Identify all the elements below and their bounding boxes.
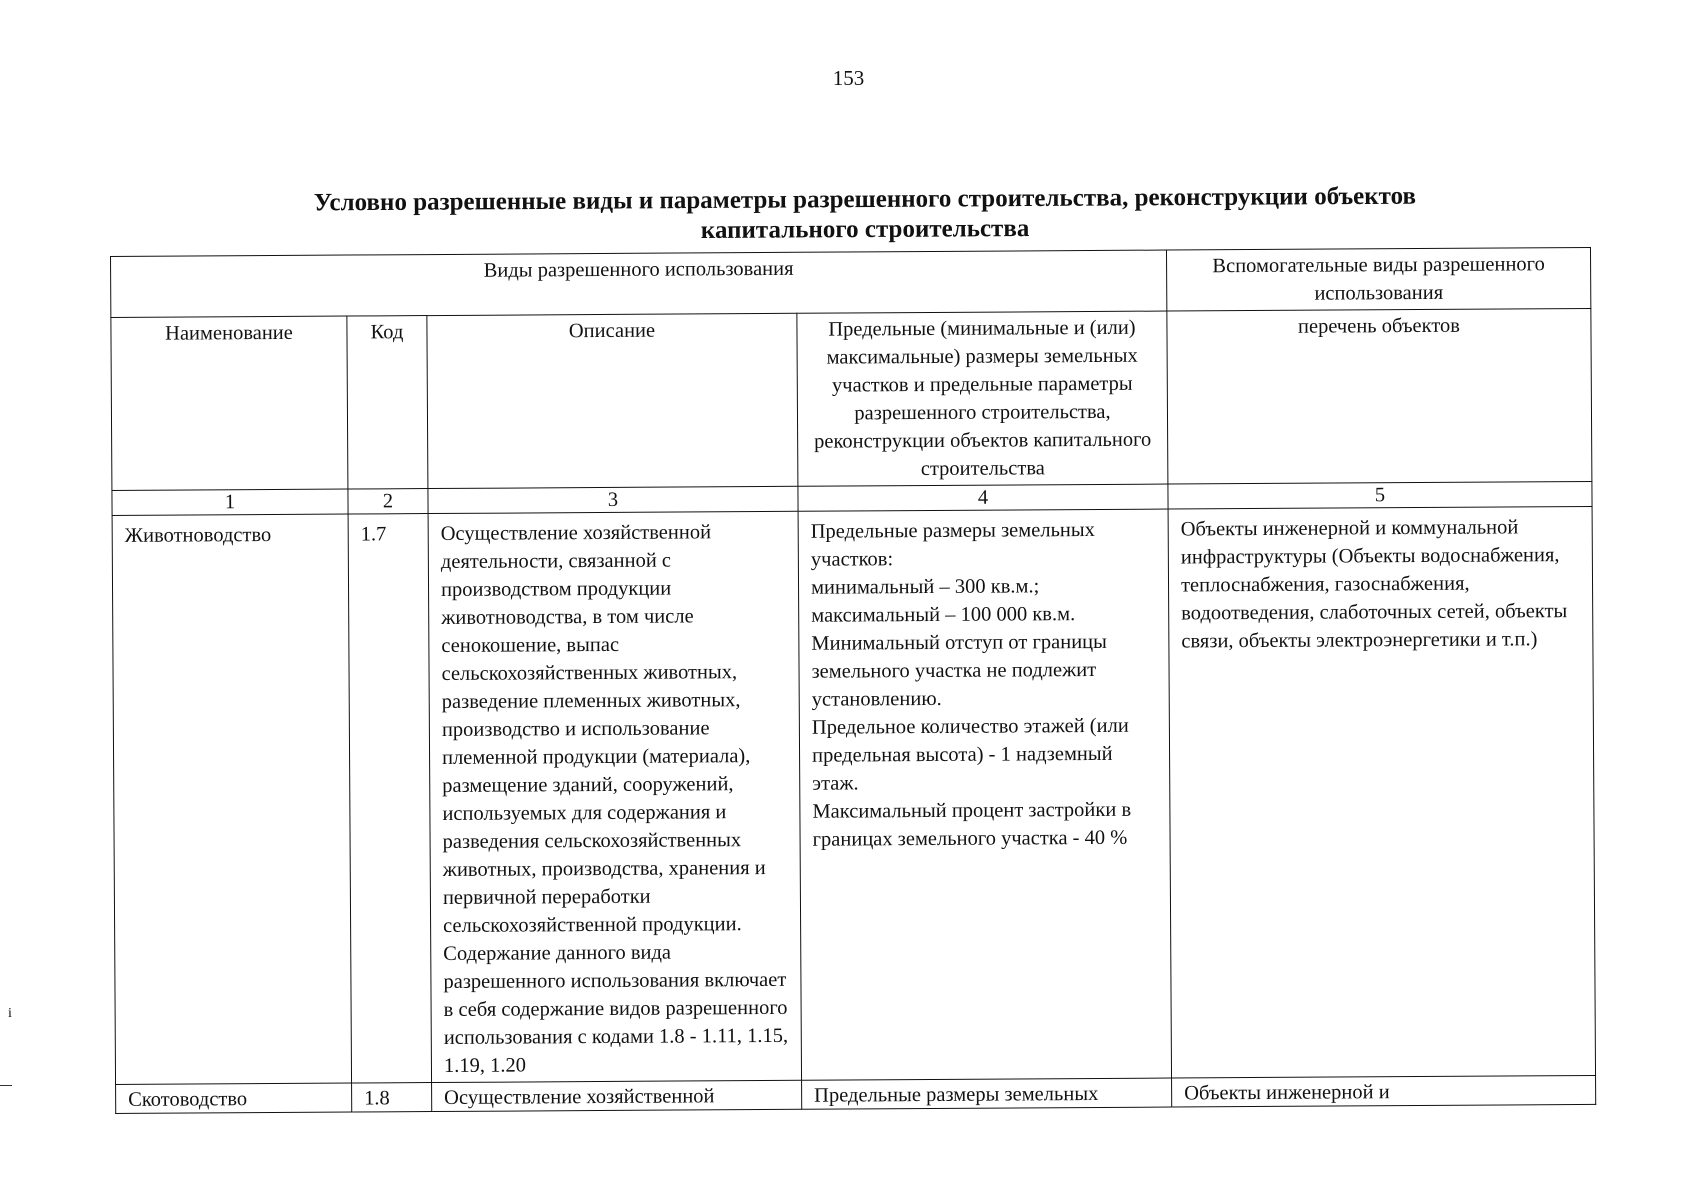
title-line-2: капитального строительства	[700, 214, 1030, 245]
title-line-1: Условно разрешенные виды и параметры разрешенного строительства, реконструкции объектов	[313, 182, 1417, 217]
group-header-row	[111, 247, 1591, 317]
regulations-table-wrapper	[110, 247, 1595, 1114]
cell-objects: Объекты инженерной и коммунальной инфраструктуры (Объекты водоснабжения, теплоснабжения, газоснабжения, водоотведения, слаботочных сетей, объекты связи, объекты электроэнергетики и т.п.)	[1168, 506, 1595, 1078]
table-row	[112, 506, 1595, 1084]
column-number: 5	[1168, 481, 1592, 509]
limits-line: Предельные размеры земельных участков:	[810, 518, 1095, 571]
cell-name: Животноводство	[112, 514, 351, 1084]
group-header-aux: Вспомогательные виды разрешенного использования	[1166, 247, 1590, 311]
margin-mark: i	[8, 1006, 12, 1021]
column-number: 3	[428, 486, 798, 513]
cell-objects: Объекты инженерной и	[1172, 1075, 1596, 1107]
column-header-objects: перечень объектов	[1167, 308, 1592, 484]
cell-limits: Предельные размеры земельных	[802, 1078, 1172, 1109]
cell-name: Скотоводство	[116, 1083, 352, 1113]
column-number: 1	[112, 489, 348, 515]
column-number: 2	[348, 489, 428, 514]
page-number: 153	[832, 66, 865, 90]
column-header-name: Наименование	[111, 316, 348, 490]
margin-dash	[0, 1085, 12, 1086]
column-header-limits: Предельные (минимальные и (или) максимальные) размеры земельных участков и предельные параметры разрешенного строительства, реконструкции объектов капитального строительства	[797, 311, 1168, 486]
limits-line: Минимальный отступ от границы земельного участка не подлежит установлению.	[811, 630, 1107, 711]
group-header-main: Виды разрешенного использования	[111, 250, 1167, 317]
column-header-row	[111, 308, 1592, 490]
cell-code: 1.7	[348, 514, 431, 1083]
page-title	[140, 181, 1590, 250]
cell-limits	[798, 509, 1171, 1080]
column-number: 4	[798, 484, 1168, 511]
cell-description: Осуществление хозяйственной	[432, 1080, 802, 1111]
column-header-description: Описание	[427, 313, 798, 488]
cell-description: Осуществление хозяйственной деятельности, связанной с производством продукции животноводства, в том числе сенокошение, выпас сельскохозяйственных животных, разведение племенных животных, производство и использование племенной продукции (материала), размещение зданий, сооружений, используемых для содержания и разведения сельскохозяйственных животных, производства, хранения и первичной переработки сельскохозяйственной продукции. Содержание данного вида разрешенного использования включает в себя содержание видов разрешенного использования с кодами 1.8 - 1.11, 1.15, 1.19, 1.20	[428, 511, 801, 1082]
limits-line: максимальный – 100 000 кв.м.	[811, 603, 1076, 627]
limits-line: Предельное количество этажей (или предельная высота) - 1 надземный этаж.	[811, 714, 1129, 795]
limits-line: Максимальный процент застройки в границах земельного участка - 40 %	[812, 798, 1132, 851]
column-header-code: Код	[347, 316, 428, 489]
regulations-table	[110, 247, 1596, 1114]
cell-code: 1.8	[352, 1083, 432, 1112]
limits-line: минимальный – 300 кв.м.;	[810, 575, 1040, 599]
